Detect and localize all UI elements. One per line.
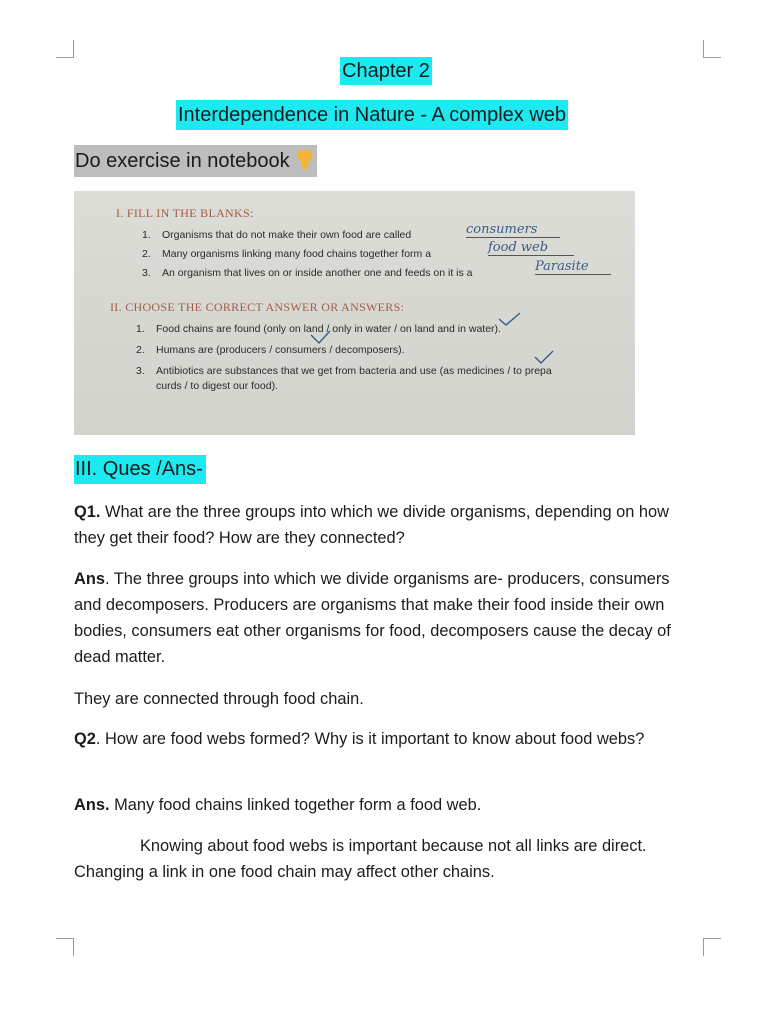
photo-fill-item: 1. Organisms that do not make their own food are called [142, 229, 412, 241]
answer-text: Many food chains linked together form a food web. [109, 796, 482, 814]
photo-choice-item-continued: curds / to digest our food). [156, 380, 278, 392]
page-corner-mark [703, 938, 721, 956]
question-2 [74, 726, 694, 752]
question-label: Q2 [74, 730, 96, 748]
tick-mark [311, 331, 330, 343]
answer-2 [74, 792, 694, 818]
page-corner-mark [56, 938, 74, 956]
answer-1-extra: They are connected through food chain. [74, 690, 364, 708]
photo-handwritten-answer: food web [488, 241, 574, 256]
page-corner-mark [56, 40, 74, 58]
photo-handwritten-tickmarks [74, 191, 635, 435]
answer-label: Ans [74, 570, 105, 588]
qa-section-heading: III. Ques /Ans- [74, 455, 206, 484]
photo-choice-item: 1. Food chains are found (only on land / only in water / on land and in water). [136, 323, 501, 335]
photo-section-heading: I. FILL IN THE BLANKS: [116, 206, 254, 220]
instruction-banner [74, 145, 317, 177]
page-corner-mark [703, 40, 721, 58]
photo-choice-item: 2. Humans are (producers / consumers / decomposers). [136, 344, 405, 356]
photo-fill-item: 2. Many organisms linking many food chains together form a [142, 248, 432, 260]
question-label: Q1. [74, 503, 101, 521]
answer-1 [74, 566, 694, 670]
chapter-subtitle: Interdependence in Nature - A complex web [176, 100, 568, 130]
answer-2-extra [74, 833, 694, 885]
chapter-title: Chapter 2 [340, 57, 432, 85]
photo-choice-item: 3. Antibiotics are substances that we get from bacteria and use (as medicines / to prepa [136, 365, 552, 377]
question-1 [74, 499, 694, 551]
answer-text: . The three groups into which we divide organisms are- producers, consumers and decomposers. Producers are organisms that make their food inside their own bodies, consumers eat other organisms for food, decomposers cause the decay of dead matter. [74, 570, 671, 666]
tick-mark [499, 313, 520, 325]
photo-section-heading: II. CHOOSE THE CORRECT ANSWER OR ANSWERS: [110, 300, 405, 314]
photo-handwritten-answer: consumers [466, 223, 560, 238]
photo-handwritten-answer: Parasite [535, 260, 611, 275]
pointing-down-hand-icon [296, 150, 314, 170]
instruction-text: Do exercise in notebook [75, 150, 290, 172]
answer-label: Ans. [74, 796, 110, 814]
answer-text: Knowing about food webs is important because not all links are direct. Changing a link in one food chain may affect other chains. [74, 837, 647, 881]
photo-fill-item: 3. An organism that lives on or inside another one and feeds on it is a [142, 267, 473, 279]
tick-mark [535, 351, 553, 363]
question-text: . How are food webs formed? Why is it important to know about food webs? [95, 730, 645, 748]
question-text: What are the three groups into which we divide organisms, depending on how they get their food? How are they connected? [74, 503, 669, 547]
worksheet-photo [74, 191, 635, 435]
